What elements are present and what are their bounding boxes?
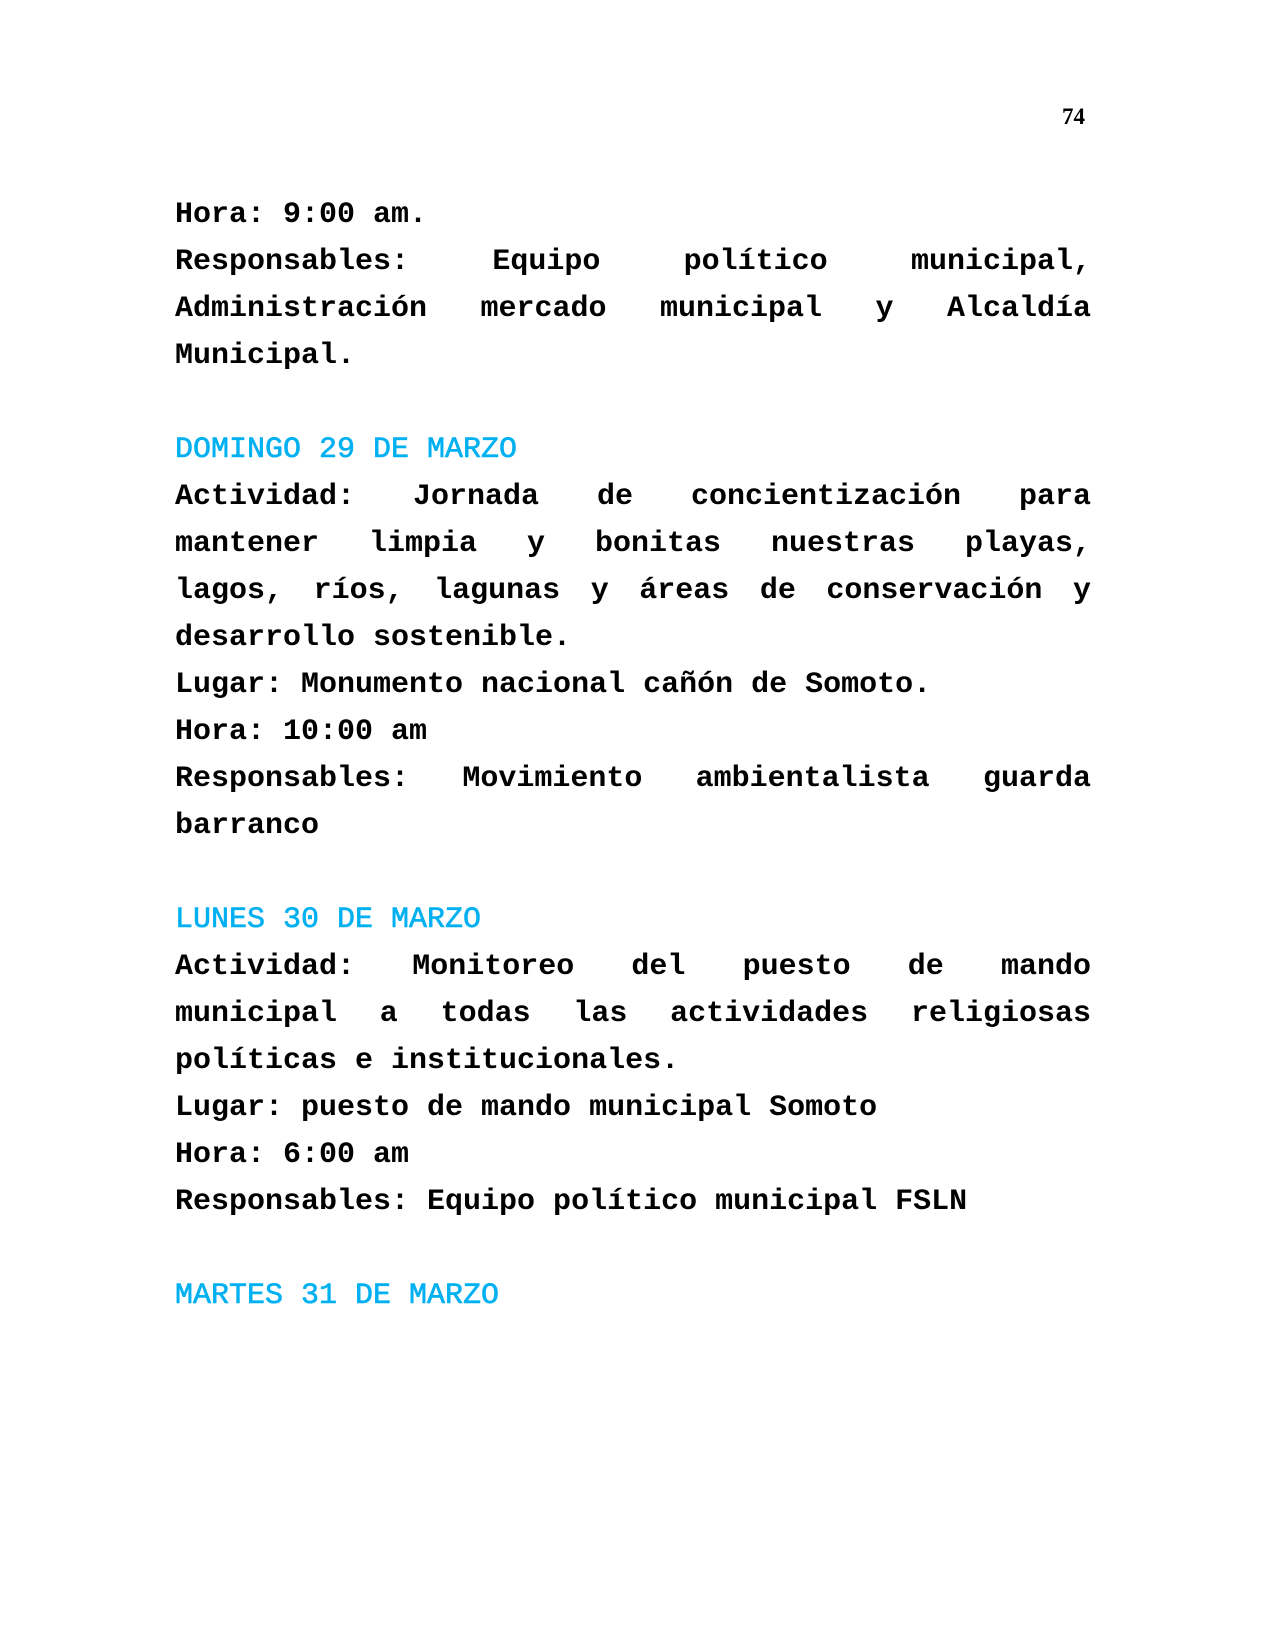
activity-line: Actividad: Monitoreo del puesto de mando [175,950,1091,984]
page-number: 74 [1062,104,1085,129]
section-lunes-30 [175,897,1091,1226]
responsables-line: Responsables: Equipo político municipal FSLN [175,1185,968,1219]
activity-line: lagos, ríos, lagunas y áreas de conservación y [175,574,1091,608]
spacer [175,850,1091,897]
section-heading: LUNES 30 DE MARZO [175,903,482,937]
time-line: Hora: 10:00 am [175,715,428,749]
activity-line: mantener limpia y bonitas nuestras playas, [175,527,1091,561]
intro-responsables-end: Municipal. [175,339,356,373]
intro-time: Hora: 9:00 am. [175,198,428,232]
activity-line: políticas e institucionales. [175,1044,680,1078]
activity-line: desarrollo sostenible. [175,621,572,655]
section-heading: MARTES 31 DE MARZO [175,1279,500,1313]
location-line: Lugar: puesto de mando municipal Somoto [175,1091,878,1125]
section-domingo-29 [175,427,1091,850]
intro-responsables-cont: Administración mercado municipal y Alcaldía [175,292,1091,326]
location-line: Lugar: Monumento nacional cañón de Somoto. [175,668,932,702]
intro-block [175,192,1091,380]
section-martes-31 [175,1273,1091,1320]
spacer [175,380,1091,427]
time-line: Hora: 6:00 am [175,1138,410,1172]
responsables-line: Responsables: Movimiento ambientalista guarda [175,762,1091,796]
activity-line: municipal a todas las actividades religiosas [175,997,1091,1031]
document-body [175,192,1091,1320]
activity-line: Actividad: Jornada de concientización para [175,480,1091,514]
intro-responsables: Responsables: Equipo político municipal, [175,245,1091,279]
responsables-line: barranco [175,809,320,843]
spacer [175,1226,1091,1273]
section-heading: DOMINGO 29 DE MARZO [175,433,518,467]
